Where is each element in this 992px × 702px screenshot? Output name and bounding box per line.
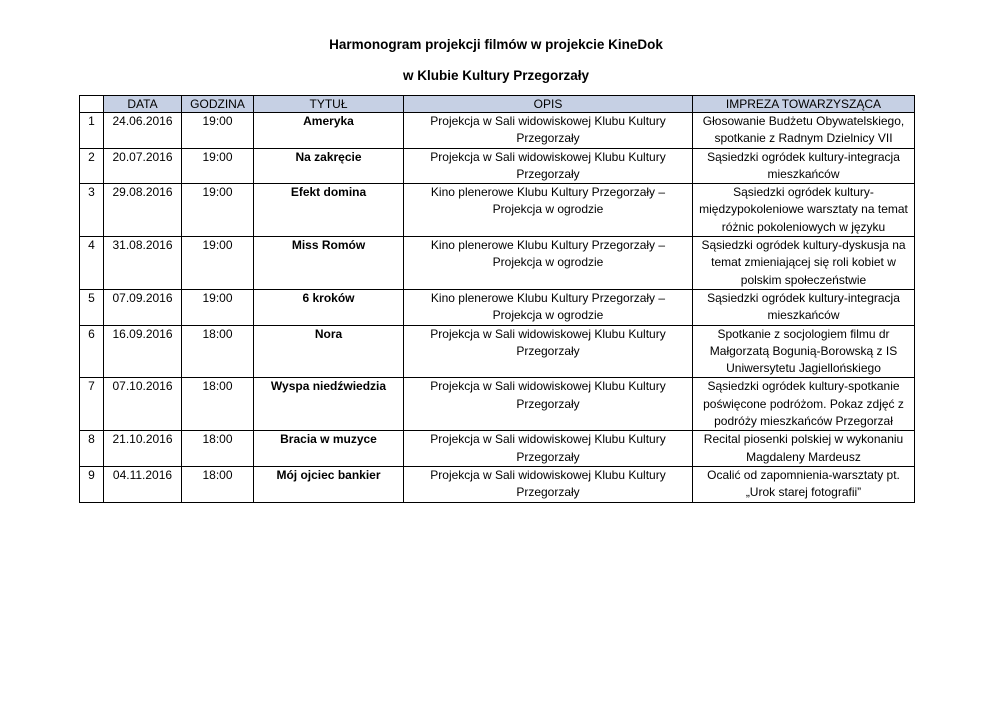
table-row: [80, 431, 915, 467]
schedule-table: [79, 95, 915, 503]
table-row: [80, 237, 915, 290]
row-time: 18:00: [182, 466, 254, 502]
header-opis: OPIS: [404, 96, 693, 113]
row-event: Sąsiedzki ogródek kultury-spotkanie poświęcone podróżom. Pokaz zdjęć z podróży mieszkańców Przegorzał: [693, 378, 915, 431]
row-description: Projekcja w Sali widowiskowej Klubu Kultury Przegorzały: [404, 113, 693, 149]
row-time: 19:00: [182, 289, 254, 325]
row-date: 07.10.2016: [104, 378, 182, 431]
row-title: Efekt domina: [254, 184, 404, 237]
row-description: Kino plenerowe Klubu Kultury Przegorzały – Projekcja w ogrodzie: [404, 289, 693, 325]
header-godzina: GODZINA: [182, 96, 254, 113]
row-date: 20.07.2016: [104, 148, 182, 184]
row-event: Głosowanie Budżetu Obywatelskiego, spotkanie z Radnym Dzielnicy VII: [693, 113, 915, 149]
row-number: 5: [80, 289, 104, 325]
row-date: 07.09.2016: [104, 289, 182, 325]
row-event: Sąsiedzki ogródek kultury-dyskusja na temat zmieniającej się roli kobiet w polskim społeczeństwie: [693, 237, 915, 290]
row-description: Projekcja w Sali widowiskowej Klubu Kultury Przegorzały: [404, 466, 693, 502]
row-number: 4: [80, 237, 104, 290]
row-number: 3: [80, 184, 104, 237]
row-title: Ameryka: [254, 113, 404, 149]
row-description: Kino plenerowe Klubu Kultury Przegorzały – Projekcja w ogrodzie: [404, 184, 693, 237]
row-description: Projekcja w Sali widowiskowej Klubu Kultury Przegorzały: [404, 148, 693, 184]
table-row: [80, 466, 915, 502]
row-title: Bracia w muzyce: [254, 431, 404, 467]
table-header-row: [80, 96, 915, 113]
row-title: Miss Romów: [254, 237, 404, 290]
row-event: Spotkanie z socjologiem filmu dr Małgorzatą Bogunią-Borowską z IS Uniwersytetu Jagiellońskiego: [693, 325, 915, 378]
row-time: 19:00: [182, 148, 254, 184]
row-description: Projekcja w Sali widowiskowej Klubu Kultury Przegorzały: [404, 431, 693, 467]
document-title: Harmonogram projekcji filmów w projekcie KineDok: [329, 37, 663, 52]
row-number: 9: [80, 466, 104, 502]
row-date: 24.06.2016: [104, 113, 182, 149]
row-event: Recital piosenki polskiej w wykonaniu Magdaleny Mardeusz: [693, 431, 915, 467]
row-number: 8: [80, 431, 104, 467]
document-subtitle: w Klubie Kultury Przegorzały: [402, 68, 590, 83]
row-number: 7: [80, 378, 104, 431]
row-number: 1: [80, 113, 104, 149]
row-title: Mój ojciec bankier: [254, 466, 404, 502]
table-row: [80, 325, 915, 378]
row-description: Projekcja w Sali widowiskowej Klubu Kultury Przegorzały: [404, 378, 693, 431]
row-date: 04.11.2016: [104, 466, 182, 502]
table-row: [80, 184, 915, 237]
table-row: [80, 148, 915, 184]
row-title: 6 kroków: [254, 289, 404, 325]
header-impreza: IMPREZA TOWARZYSZĄCA: [693, 96, 915, 113]
row-time: 19:00: [182, 184, 254, 237]
row-date: 29.08.2016: [104, 184, 182, 237]
row-date: 21.10.2016: [104, 431, 182, 467]
row-number: 6: [80, 325, 104, 378]
table-row: [80, 378, 915, 431]
row-description: Kino plenerowe Klubu Kultury Przegorzały – Projekcja w ogrodzie: [404, 237, 693, 290]
header-num: [80, 96, 104, 113]
row-event: Sąsiedzki ogródek kultury-międzypokoleniowe warsztaty na temat różnic pokoleniowych w języku: [693, 184, 915, 237]
row-description: Projekcja w Sali widowiskowej Klubu Kultury Przegorzały: [404, 325, 693, 378]
row-event: Sąsiedzki ogródek kultury-integracja mieszkańców: [693, 148, 915, 184]
row-date: 16.09.2016: [104, 325, 182, 378]
row-time: 19:00: [182, 113, 254, 149]
row-title: Na zakręcie: [254, 148, 404, 184]
header-data: DATA: [104, 96, 182, 113]
row-date: 31.08.2016: [104, 237, 182, 290]
row-event: Sąsiedzki ogródek kultury-integracja mieszkańców: [693, 289, 915, 325]
row-time: 19:00: [182, 237, 254, 290]
row-time: 18:00: [182, 431, 254, 467]
header-tytul: TYTUŁ: [254, 96, 404, 113]
table-row: [80, 289, 915, 325]
row-time: 18:00: [182, 325, 254, 378]
table-row: [80, 113, 915, 149]
row-title: Nora: [254, 325, 404, 378]
row-number: 2: [80, 148, 104, 184]
row-event: Ocalić od zapomnienia-warsztaty pt. „Urok starej fotografii”: [693, 466, 915, 502]
row-time: 18:00: [182, 378, 254, 431]
row-title: Wyspa niedźwiedzia: [254, 378, 404, 431]
